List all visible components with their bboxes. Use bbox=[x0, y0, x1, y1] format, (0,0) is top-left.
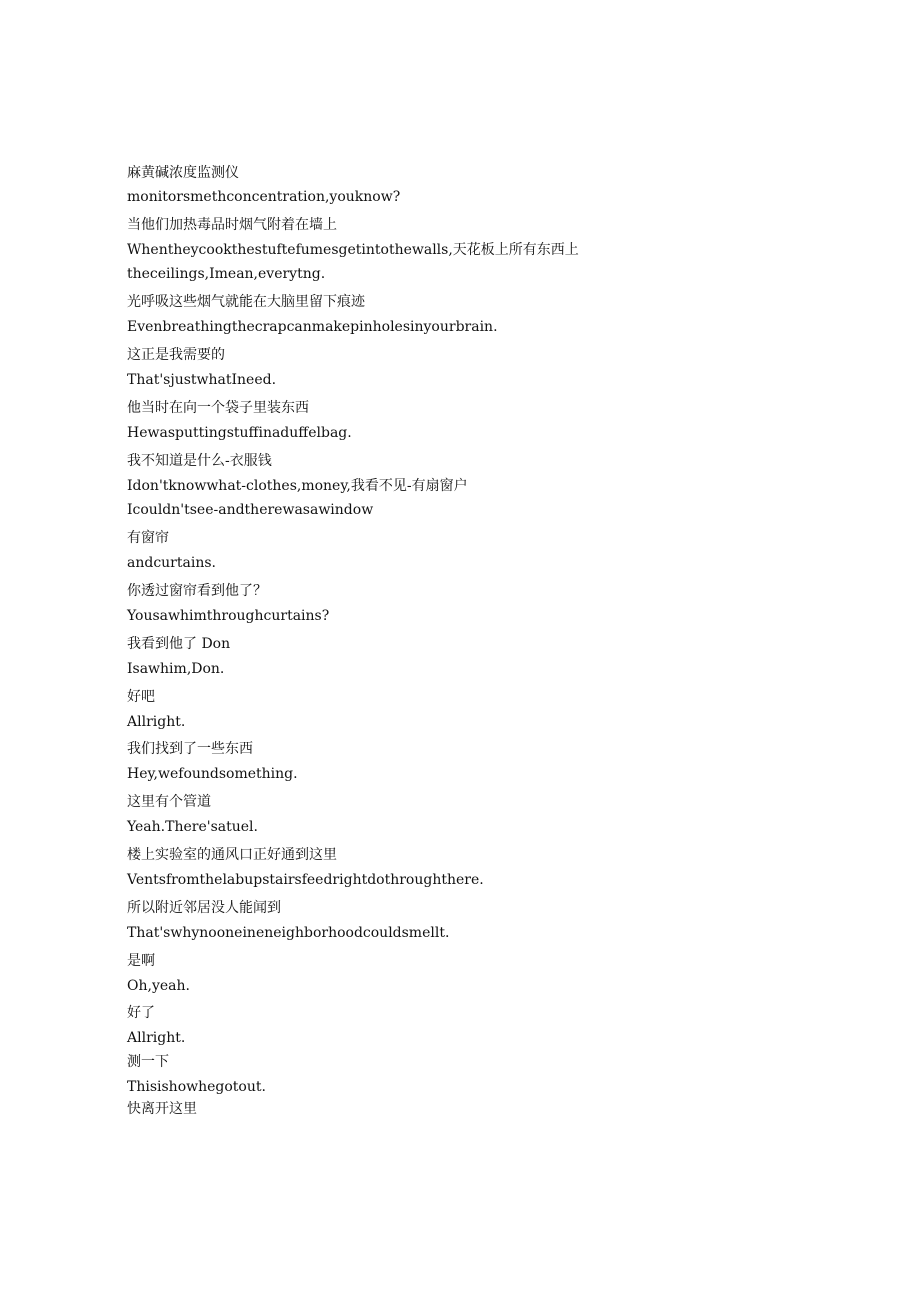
text-line: 当他们加热毒品时烟气附着在墙上 bbox=[127, 217, 337, 233]
text-line: 楼上实验室的通风口正好通到这里 bbox=[127, 847, 337, 863]
text-line: monitorsmethconcentration,youknow? bbox=[127, 189, 401, 205]
text-line: 这里有个管道 bbox=[127, 794, 211, 810]
text-line: Evenbreathingthecrapcanmakepinholesinyourbrain. bbox=[127, 319, 498, 335]
text-line: 有窗帘 bbox=[127, 530, 169, 546]
text-line: 你透过窗帘看到他了？ bbox=[127, 583, 267, 599]
text-line: 测一下 bbox=[127, 1054, 169, 1070]
text-line: theceilings,Imean,everytng. bbox=[127, 266, 326, 282]
text-line: That'swhynooneineneighborhoodcouldsmellt. bbox=[127, 925, 450, 941]
text-line: Idon'tknowwhat-clothes,money,我看不见-有扇窗户 bbox=[127, 478, 468, 494]
text-line: 快离开这里 bbox=[127, 1101, 197, 1117]
text-line: 所以附近邻居没人能闻到 bbox=[127, 900, 281, 916]
text-line: 我不知道是什么-衣服钱 bbox=[127, 453, 272, 469]
text-line: Isawhim,Don. bbox=[127, 661, 225, 677]
text-line: Icouldn'tsee-andtherewasawindow bbox=[127, 502, 374, 518]
text-line: Ventsfromthelabupstairsfeedrightdothroughthere. bbox=[127, 872, 484, 888]
text-line: Thisishowhegotout. bbox=[127, 1079, 266, 1095]
text-line: 我看到他了 Don bbox=[127, 636, 231, 652]
text-line: 好吧 bbox=[127, 689, 155, 705]
text-line: Yousawhimthroughcurtains? bbox=[127, 608, 330, 624]
text-line: Hewasputtingstuffinaduffelbag. bbox=[127, 425, 352, 441]
text-line: 我们找到了一些东西 bbox=[127, 741, 253, 757]
text-line: 好了 bbox=[127, 1005, 155, 1021]
text-line: Hey,wefoundsomething. bbox=[127, 766, 298, 782]
text-line: That'sjustwhatIneed. bbox=[127, 372, 277, 388]
text-line: 这正是我需要的 bbox=[127, 347, 225, 363]
text-line: 麻黄碱浓度监测仪 bbox=[127, 165, 239, 181]
text-line: andcurtains. bbox=[127, 555, 216, 571]
text-line: 光呼吸这些烟气就能在大脑里留下痕迹 bbox=[127, 294, 365, 310]
text-line: Whentheycookthestuftefumesgetintothewalls,天花板上所有东西上 bbox=[127, 242, 579, 258]
text-line: 是啊 bbox=[127, 953, 155, 969]
text-line: Yeah.There'satuel. bbox=[127, 819, 258, 835]
text-line: 他当时在向一个袋子里装东西 bbox=[127, 400, 309, 416]
text-line: Allright. bbox=[127, 1030, 186, 1046]
text-line: Oh,yeah. bbox=[127, 978, 190, 994]
text-line: Allright. bbox=[127, 714, 186, 730]
